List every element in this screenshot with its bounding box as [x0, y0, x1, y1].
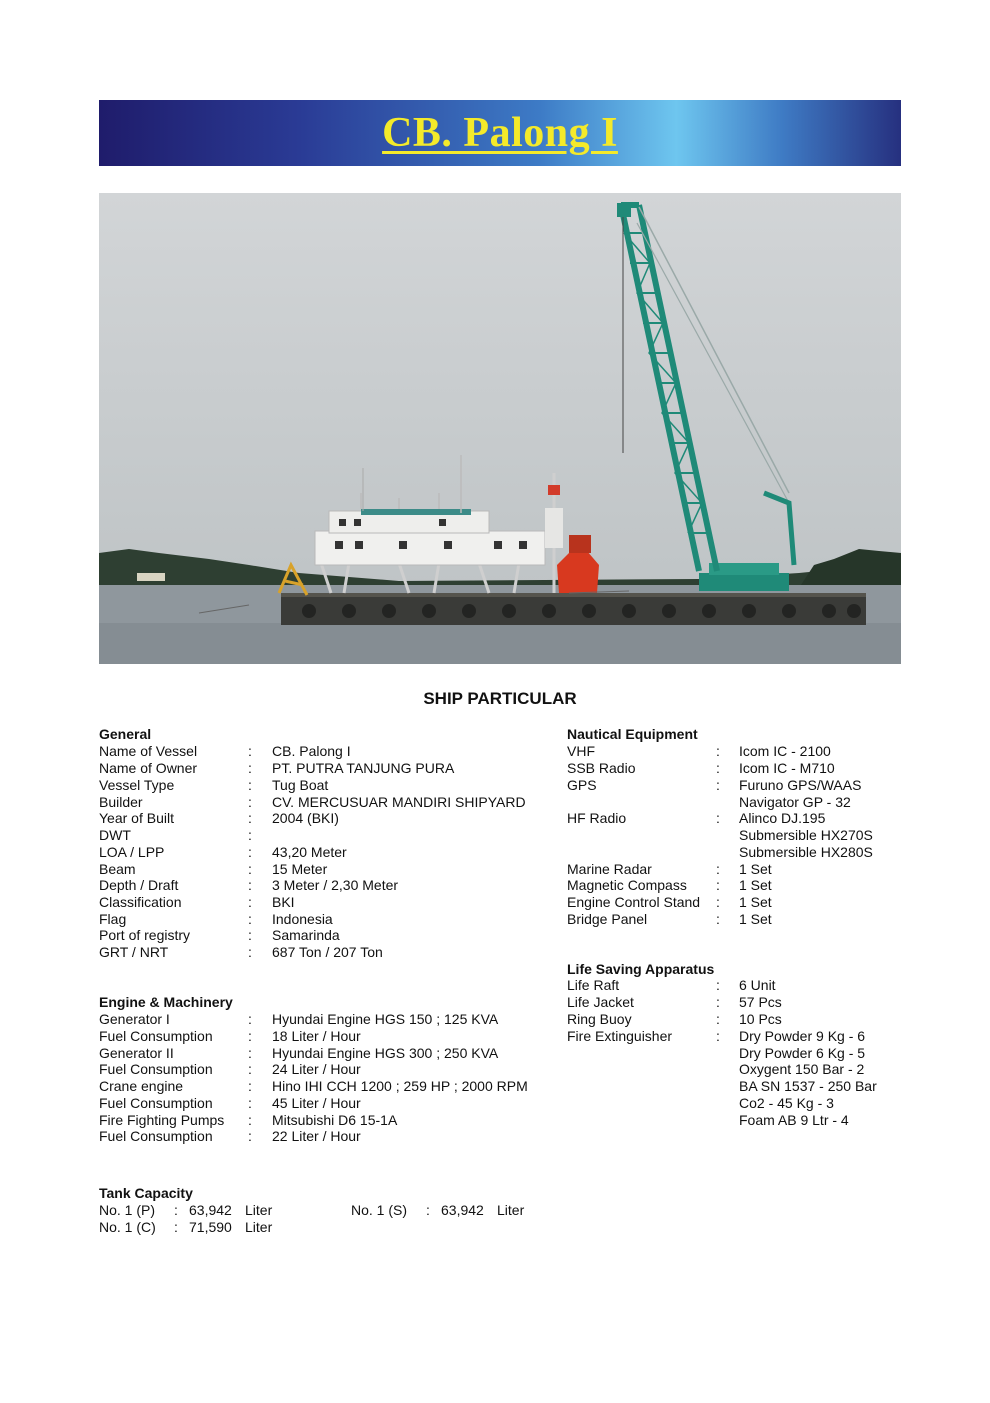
nautical-section-title: Nautical Equipment — [567, 726, 698, 742]
engine-section-title: Engine & Machinery — [99, 994, 233, 1010]
ship-particular-heading: SHIP PARTICULAR — [423, 689, 577, 708]
tank-section-title: Tank Capacity — [99, 1185, 193, 1201]
vessel-title: CB. Palong I — [382, 110, 618, 156]
vessel-photo — [99, 193, 901, 664]
barge-hull — [281, 595, 866, 625]
barge-deck-edge — [281, 593, 866, 597]
lifesaving-section-title: Life Saving Apparatus — [567, 961, 715, 977]
shore-building — [137, 573, 165, 581]
photo-water-reflection — [99, 623, 901, 664]
general-section-title: General — [99, 726, 152, 742]
title-banner — [99, 100, 901, 166]
